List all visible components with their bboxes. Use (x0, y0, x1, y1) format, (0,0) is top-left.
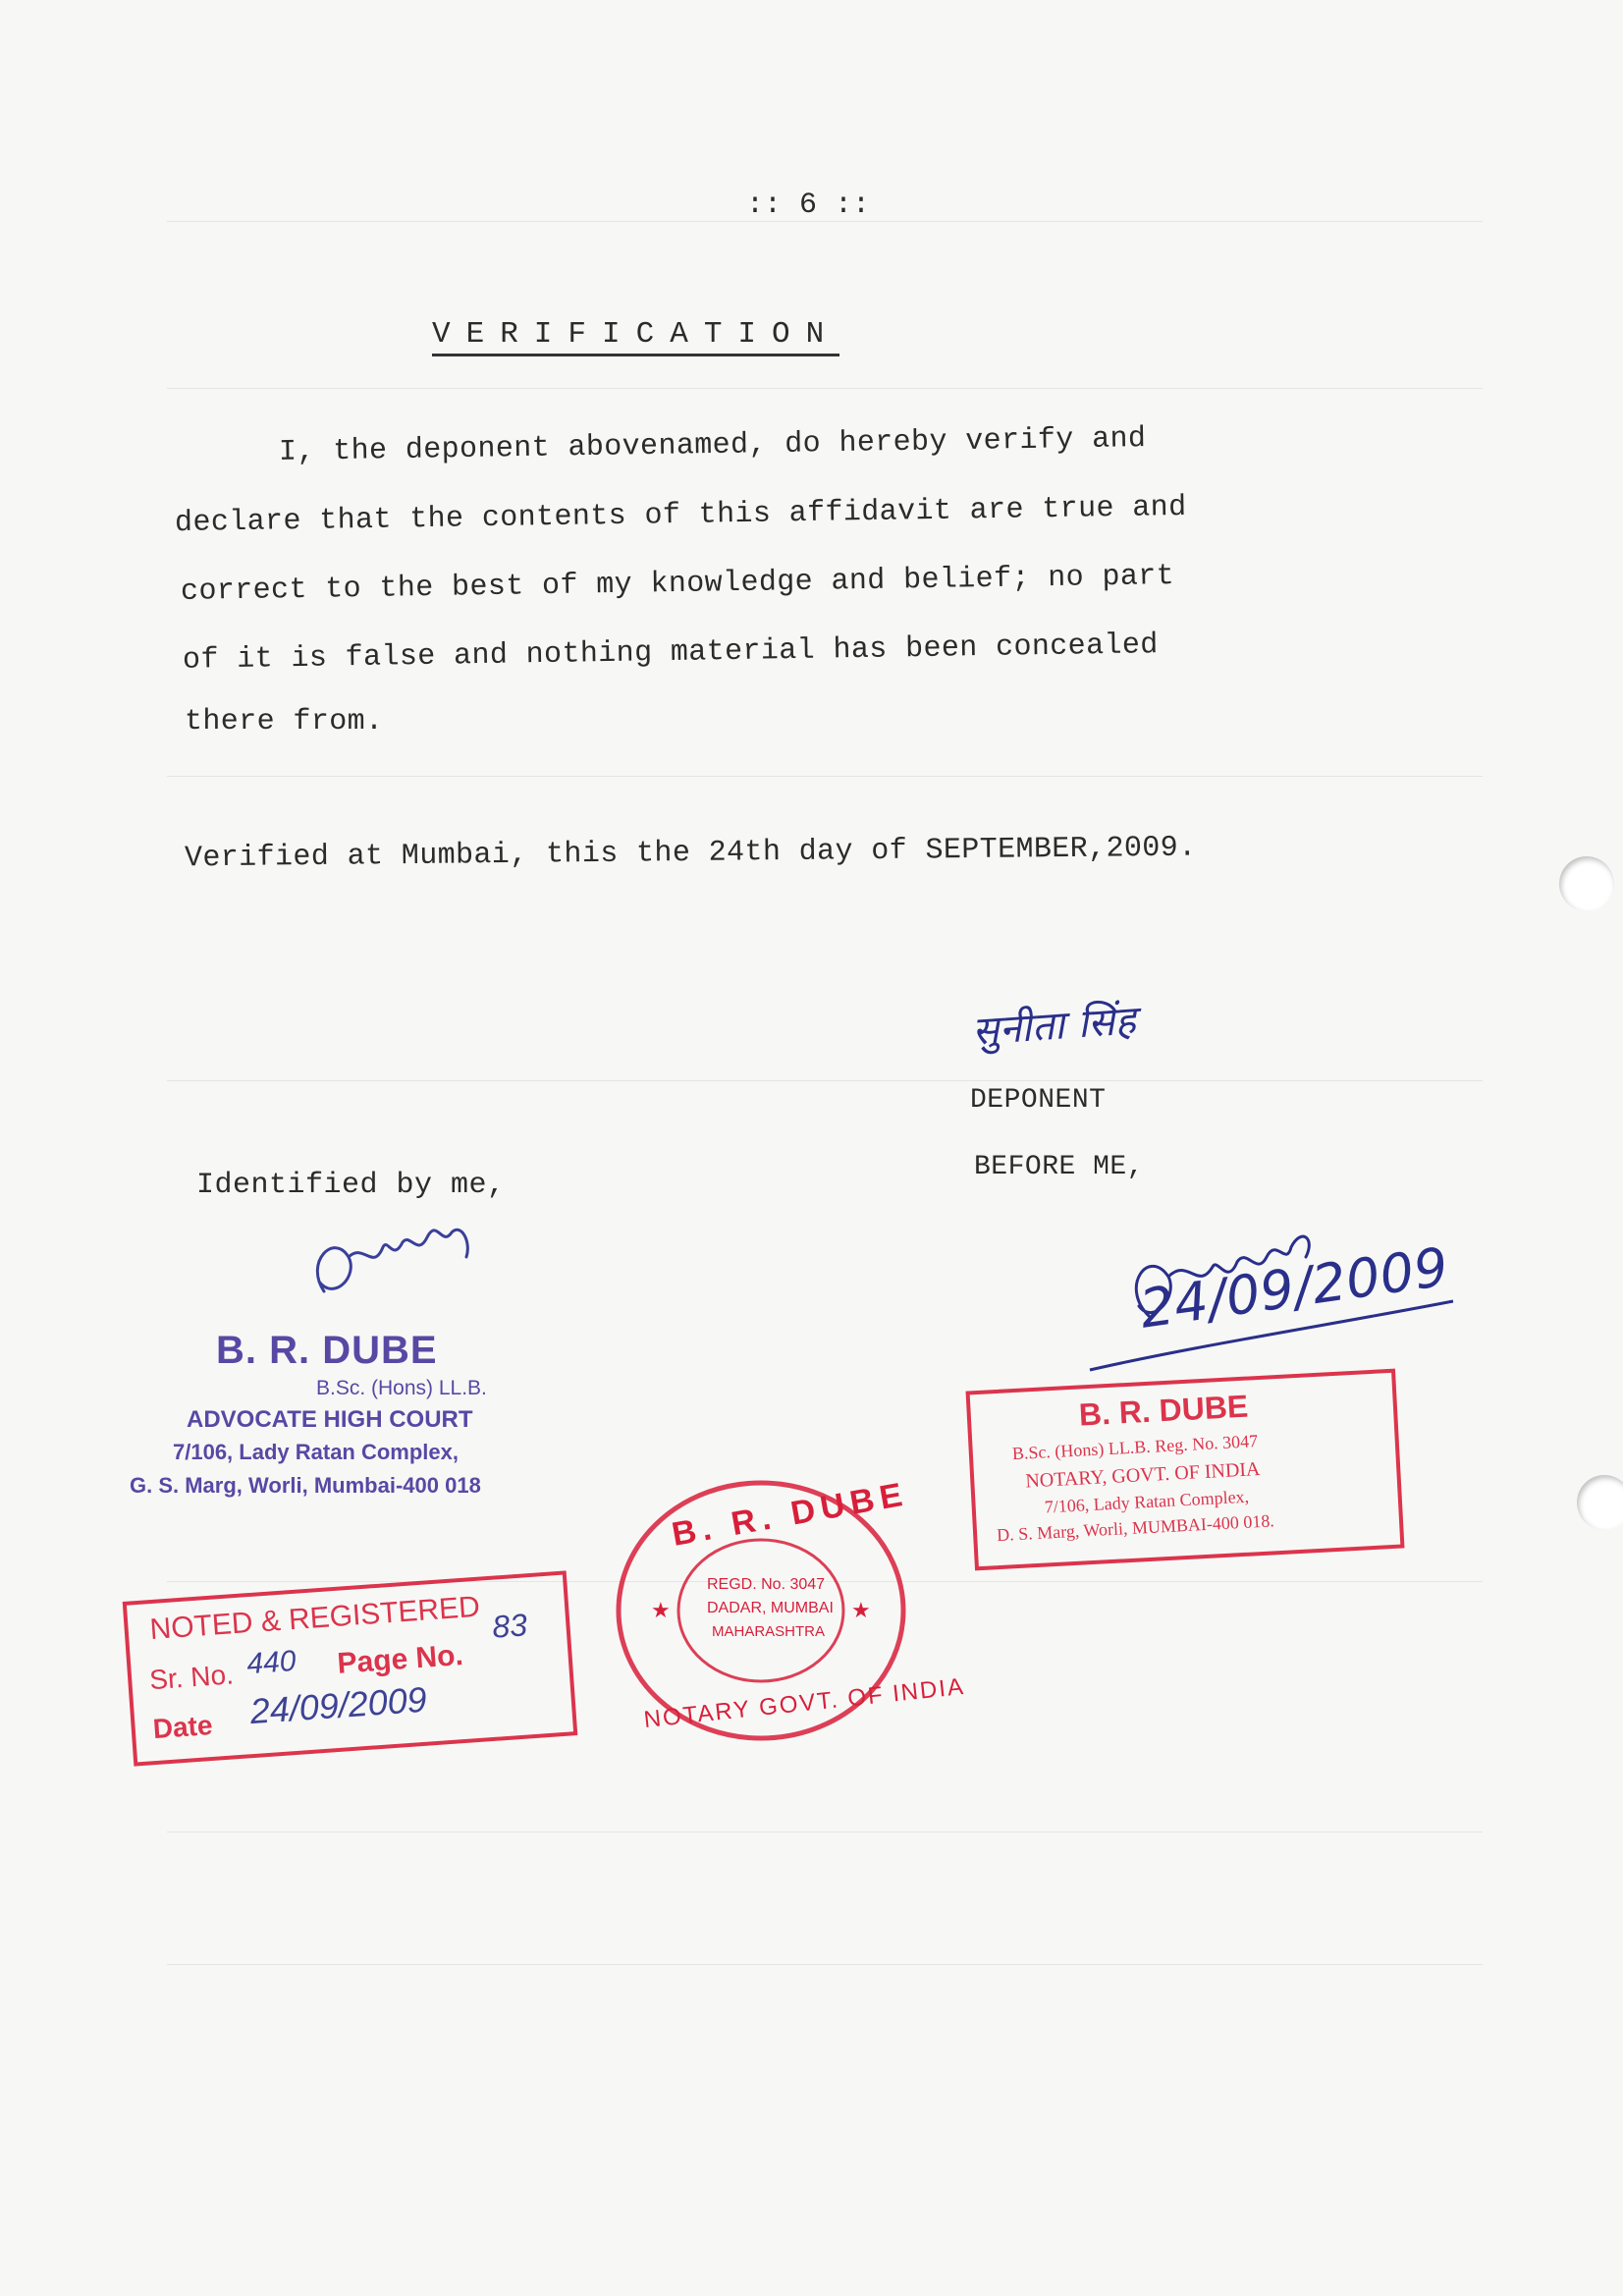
seal-bottom-text: NOTARY GOVT. OF INDIA (642, 1672, 967, 1734)
register-stamp-title: NOTED & REGISTERED (148, 1590, 481, 1647)
svg-text:★: ★ (851, 1598, 871, 1622)
paragraph-line: declare that the contents of this affidavit are true and (174, 490, 1187, 541)
register-stamp-sr-label: Sr. No. (148, 1659, 235, 1696)
verification-heading: VERIFICATION (432, 317, 839, 356)
paragraph-line: I, the deponent abovenamed, do hereby verify and (278, 422, 1147, 469)
advocate-signature (295, 1203, 491, 1321)
notary-signature-date: 24/09/2009 (1136, 1235, 1453, 1340)
seal-center-line1: REGD. No. 3047 (707, 1576, 826, 1593)
seal-top-text: B. R. DUBE (669, 1475, 911, 1554)
advocate-stamp-name: B. R. DUBE (216, 1329, 438, 1372)
deponent-label: DEPONENT (970, 1085, 1107, 1116)
notary-stamp-name: B. R. DUBE (1077, 1388, 1250, 1433)
advocate-stamp-address1: 7/106, Lady Ratan Complex, (173, 1440, 459, 1464)
advocate-stamp-qualification: B.Sc. (Hons) LL.B. (316, 1377, 487, 1399)
register-stamp-date-label: Date (151, 1709, 214, 1745)
ruled-line (167, 1831, 1483, 1832)
advocate-stamp-address2: G. S. Marg, Worli, Mumbai-400 018 (130, 1473, 481, 1498)
paragraph-line: there from. (185, 705, 384, 738)
before-me-label: BEFORE ME, (974, 1152, 1145, 1182)
notary-stamp-line4: D. S. Marg, Worli, MUMBAI-400 018. (996, 1510, 1275, 1546)
register-stamp (123, 1570, 578, 1766)
verified-line: Verified at Mumbai, this the 24th day of SEPTEMBER,2009. (184, 831, 1197, 876)
ruled-line (167, 776, 1483, 777)
ruled-line (167, 1080, 1483, 1081)
ruled-line (167, 388, 1483, 389)
punch-hole (1577, 1475, 1623, 1530)
advocate-stamp-title: ADVOCATE HIGH COURT (187, 1406, 473, 1433)
svg-text:★: ★ (651, 1598, 671, 1622)
register-stamp-page-label: Page No. (336, 1638, 464, 1680)
notary-stamp-line1: B.Sc. (Hons) LL.B. Reg. No. 3047 (1011, 1431, 1259, 1464)
identified-label: Identified by me, (196, 1169, 506, 1202)
notary-stamp-line2: NOTARY, GOVT. OF INDIA (1024, 1458, 1261, 1493)
seal-center-line2: DADAR, MUMBAI (707, 1600, 834, 1616)
seal-center-line3: MAHARASHTRA (712, 1623, 826, 1640)
paragraph-line: of it is false and nothing material has been concealed (182, 629, 1159, 678)
notary-stamp (966, 1369, 1405, 1571)
notary-seal (614, 1475, 967, 1743)
register-stamp-sr-value: 440 (245, 1644, 298, 1681)
register-stamp-page-value: 83 (491, 1607, 529, 1645)
ruled-line (167, 1964, 1483, 1965)
register-stamp-date-value: 24/09/2009 (248, 1678, 428, 1732)
page-number: :: 6 :: (746, 189, 871, 222)
notary-stamp-line3: 7/106, Lady Ratan Complex, (1044, 1486, 1250, 1517)
paragraph-line: correct to the best of my knowledge and belief; no part (180, 560, 1175, 609)
punch-hole (1559, 856, 1614, 911)
deponent-signature: सुनीता सिंह (970, 998, 1138, 1055)
